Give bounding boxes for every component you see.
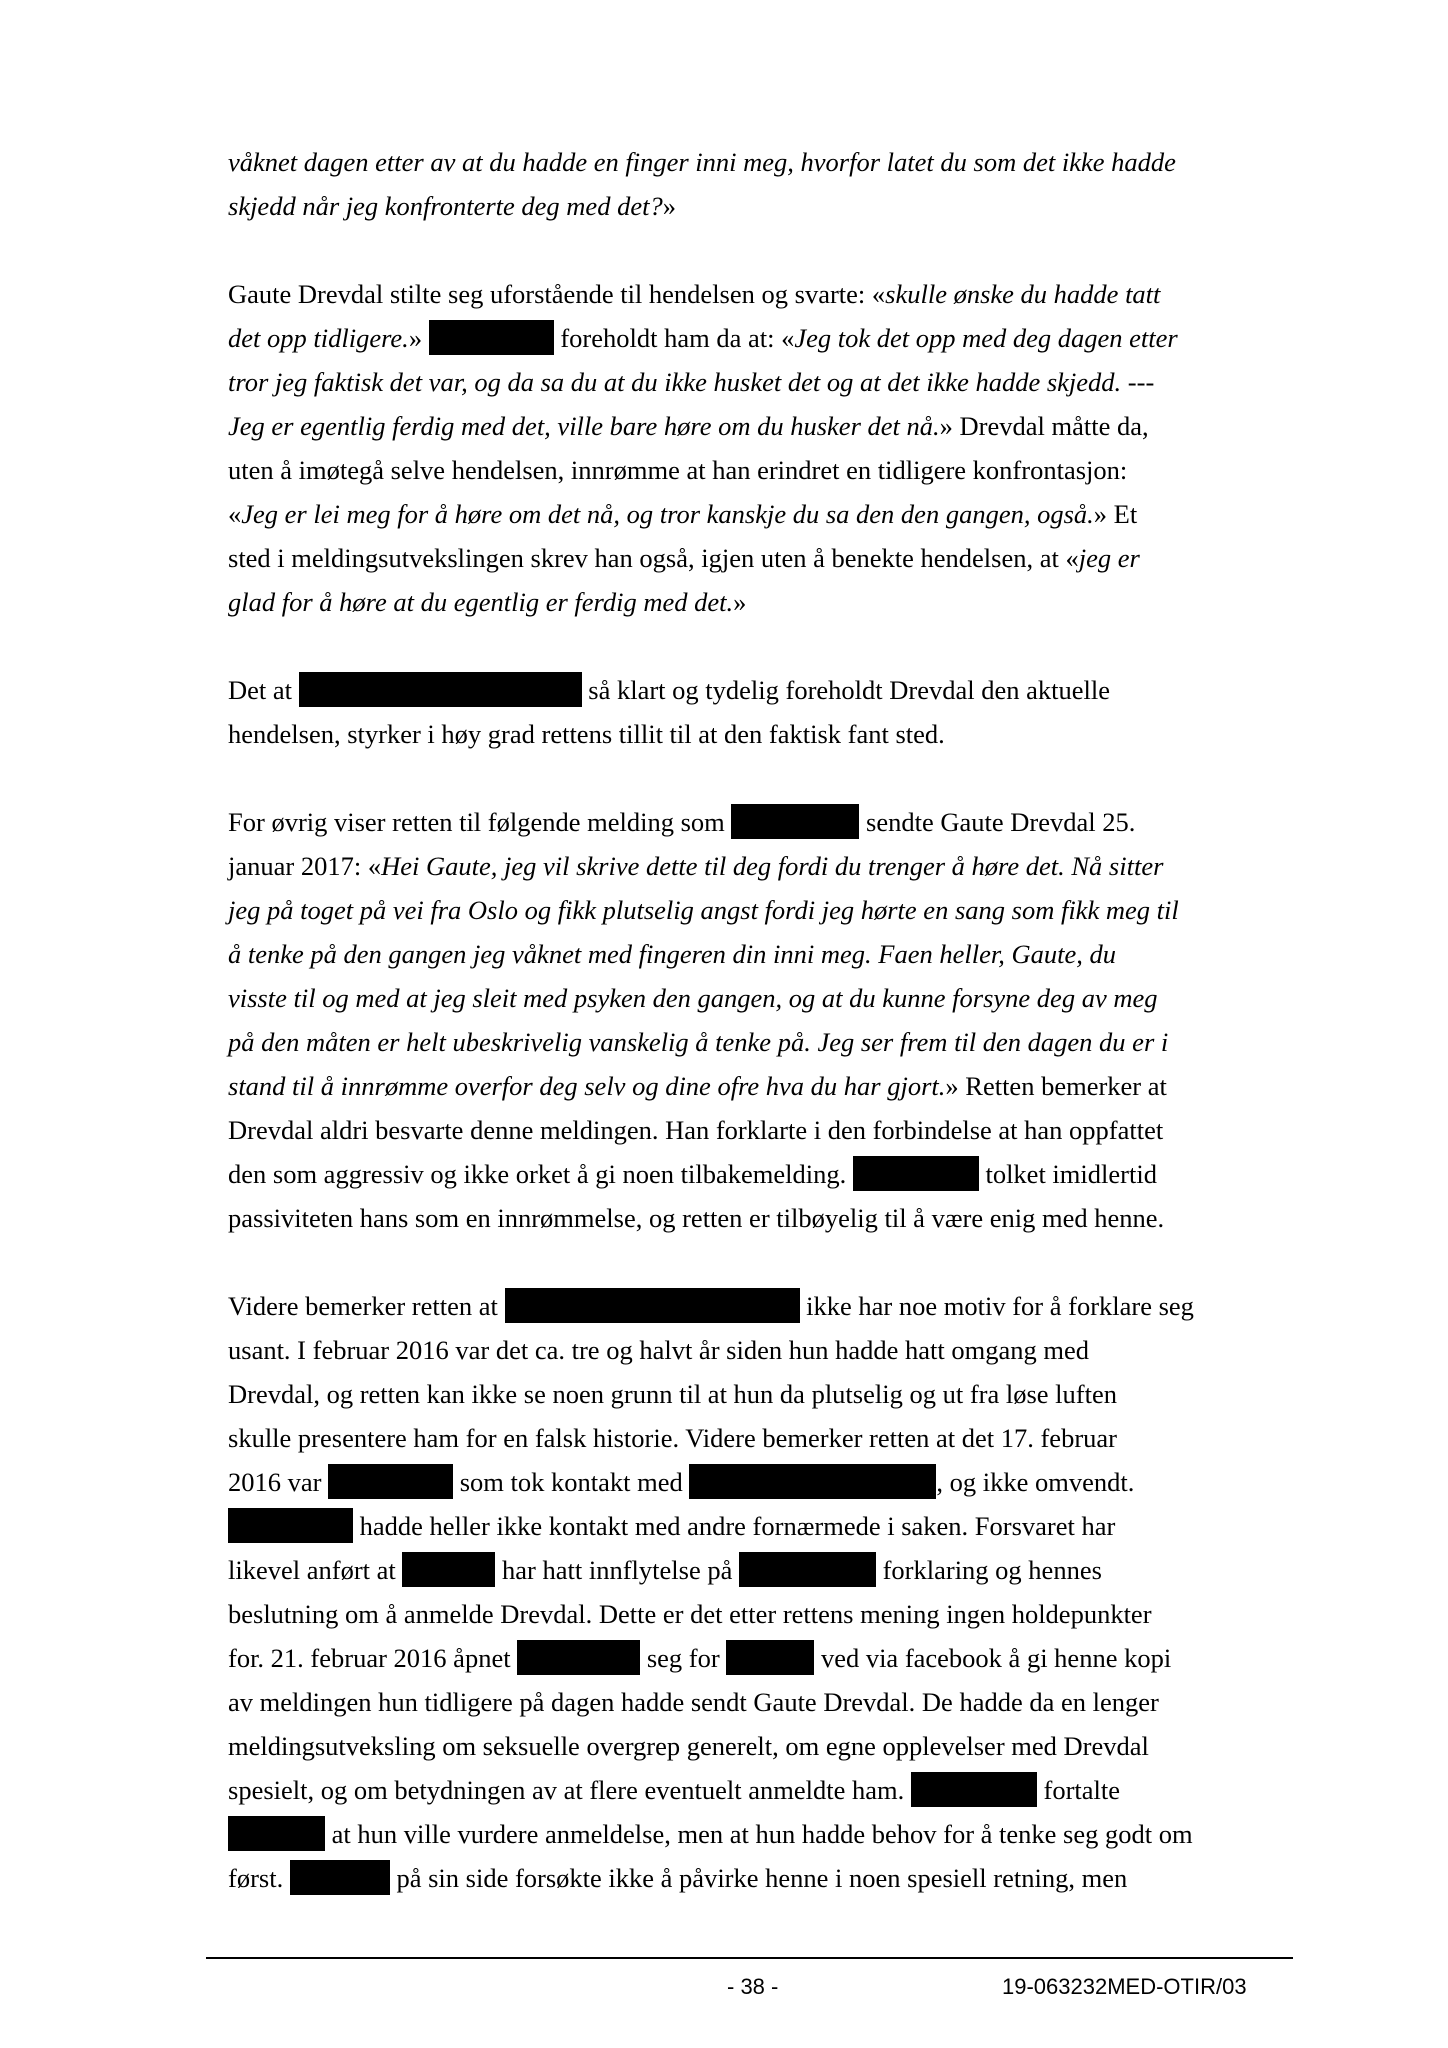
redaction-block xyxy=(328,1464,453,1499)
quoted-message-text: jeg er xyxy=(1078,543,1140,573)
text-line xyxy=(228,1152,1157,1196)
redaction-block xyxy=(299,672,582,707)
quoted-message-text: på den måten er helt ubeskrivelig vanskelig å tenke på. Jeg ser frem til den dagen du er i xyxy=(228,1027,1169,1057)
body-text: så klart og tydelig foreholdt Drevdal den aktuelle xyxy=(581,675,1110,705)
body-text: forklaring og hennes xyxy=(875,1555,1102,1585)
quoted-message-text: glad for å høre at du egentlig er ferdig med det. xyxy=(228,587,734,617)
body-text: For øvrig viser retten til følgende melding som xyxy=(228,807,732,837)
text-line xyxy=(228,1724,1149,1768)
body-text: sted i meldingsutvekslingen skrev han også, igjen uten å benekte hendelsen, at « xyxy=(228,543,1079,573)
body-text: januar 2017: « xyxy=(228,851,382,881)
quoted-message-text: Hei Gaute, jeg vil skrive dette til deg fordi du trenger å høre det. Nå sitter xyxy=(381,851,1164,881)
quoted-message-text: tror jeg faktisk det var, og da sa du at du ikke husket det og at det ikke hadde skjedd. --- xyxy=(228,367,1155,397)
redaction-block xyxy=(726,1640,814,1675)
redaction-block xyxy=(228,1508,353,1543)
body-text: seg for xyxy=(640,1643,727,1673)
body-text: » xyxy=(662,191,676,221)
body-text: usant. I februar 2016 var det ca. tre og halvt år siden hun hadde hatt omgang med xyxy=(228,1335,1089,1365)
text-line xyxy=(228,360,1154,404)
body-text: meldingsutveksling om seksuelle overgrep generelt, om egne opplevelser med Drevdal xyxy=(228,1731,1149,1761)
text-line xyxy=(228,888,1179,932)
body-text: på sin side forsøkte ikke å påvirke henne i noen spesiell retning, men xyxy=(389,1863,1128,1893)
body-text: fortalte xyxy=(1036,1775,1121,1805)
text-line xyxy=(228,1636,1171,1680)
redaction-block xyxy=(402,1552,495,1587)
text-line xyxy=(228,1372,1117,1416)
text-line xyxy=(228,1196,1164,1240)
text-line xyxy=(228,1504,1115,1548)
text-line xyxy=(228,580,746,624)
redaction-block xyxy=(517,1640,640,1675)
body-text: 2016 var xyxy=(228,1467,329,1497)
redaction-block xyxy=(689,1464,936,1499)
body-text: likevel anført at xyxy=(228,1555,403,1585)
redaction-block xyxy=(911,1772,1037,1807)
text-line xyxy=(228,1328,1089,1372)
quoted-message-text: jeg på toget på vei fra Oslo og fikk plutselig angst fordi jeg hørte en sang som fikk meg til xyxy=(228,895,1179,925)
text-line xyxy=(228,800,1135,844)
text-line xyxy=(228,184,676,228)
quoted-message-text: skulle ønske du hadde tatt xyxy=(885,279,1161,309)
text-line xyxy=(228,1548,1102,1592)
quoted-message-text: Jeg tok det opp med deg dagen etter xyxy=(794,323,1178,353)
text-line xyxy=(228,932,1116,976)
text-line xyxy=(228,712,945,756)
quoted-message-text: Jeg er egentlig ferdig med det, ville bare høre om du husker det nå. xyxy=(228,411,940,441)
quoted-message-text: skjedd når jeg konfronterte deg med det? xyxy=(228,191,663,221)
body-text: Videre bemerker retten at xyxy=(228,1291,505,1321)
text-line xyxy=(228,1680,1159,1724)
quoted-message-text: våknet dagen etter av at du hadde en finger inni meg, hvorfor latet du som det ikke hadde xyxy=(228,147,1176,177)
body-text: Drevdal aldri besvarte denne meldingen. Han forklarte i den forbindelse at han oppfattet xyxy=(228,1115,1164,1145)
quoted-message-text: stand til å innrømme overfor deg selv og dine ofre hva du har gjort. xyxy=(228,1071,946,1101)
text-line xyxy=(228,1856,1127,1900)
body-text: sendte Gaute Drevdal 25. xyxy=(859,807,1136,837)
text-line xyxy=(228,1284,1194,1328)
text-line xyxy=(228,404,1149,448)
redaction-block xyxy=(853,1156,979,1191)
body-text: først. xyxy=(228,1863,290,1893)
body-text: hendelsen, styrker i høy grad rettens tillit til at den faktisk fant sted. xyxy=(228,719,945,749)
body-text: har hatt innflytelse på xyxy=(495,1555,739,1585)
body-text: » Drevdal måtte da, xyxy=(939,411,1149,441)
quoted-message-text: Jeg er lei meg for å høre om det nå, og tror kanskje du sa den den gangen, også. xyxy=(241,499,1094,529)
text-line xyxy=(228,1460,1134,1504)
text-line xyxy=(228,1064,1167,1108)
body-text: at hun ville vurdere anmeldelse, men at hun hadde behov for å tenke seg godt om xyxy=(325,1819,1193,1849)
text-line xyxy=(228,536,1140,580)
body-text: uten å imøtegå selve hendelsen, innrømme at han erindret en tidligere konfrontasjon: xyxy=(228,455,1128,485)
footer-divider xyxy=(206,1957,1293,1959)
text-line xyxy=(228,668,1110,712)
text-line xyxy=(228,1768,1120,1812)
body-text: » Retten bemerker at xyxy=(945,1071,1167,1101)
text-line xyxy=(228,1108,1163,1152)
body-text: Gaute Drevdal stilte seg uforstående til hendelsen og svarte: « xyxy=(228,279,886,309)
quoted-message-text: visste til og med at jeg sleit med psyken den gangen, og at du kunne forsyne deg av meg xyxy=(228,983,1158,1013)
text-line xyxy=(228,272,1160,316)
quoted-message-text: det opp tidligere. xyxy=(228,323,409,353)
text-line xyxy=(228,492,1137,536)
redaction-block xyxy=(731,804,859,839)
body-text: av meldingen hun tidligere på dagen hadde sendt Gaute Drevdal. De hadde da en lenger xyxy=(228,1687,1159,1717)
text-line xyxy=(228,1592,1152,1636)
quoted-message-text: å tenke på den gangen jeg våknet med fingeren din inni meg. Faen heller, Gaute, du xyxy=(228,939,1116,969)
body-text: beslutning om å anmelde Drevdal. Dette er det etter rettens mening ingen holdepunkter xyxy=(228,1599,1152,1629)
body-text: ved via facebook å gi henne kopi xyxy=(814,1643,1172,1673)
redaction-block xyxy=(228,1816,325,1851)
body-text: tolket imidlertid xyxy=(978,1159,1157,1189)
text-line xyxy=(228,844,1163,888)
body-text: » Et xyxy=(1093,499,1138,529)
text-line xyxy=(228,448,1127,492)
redaction-block xyxy=(290,1860,390,1895)
text-line xyxy=(228,140,1176,184)
case-number: 19-063232MED-OTIR/03 xyxy=(1002,1974,1247,1999)
body-text: ikke har noe motiv for å forklare seg xyxy=(799,1291,1194,1321)
redaction-block xyxy=(739,1552,876,1587)
text-line xyxy=(228,1020,1168,1064)
text-line xyxy=(228,1812,1193,1856)
text-line xyxy=(228,316,1178,360)
body-text: » xyxy=(733,587,747,617)
redaction-block xyxy=(429,320,554,355)
body-text: spesielt, og om betydningen av at flere eventuelt anmeldte ham. xyxy=(228,1775,911,1805)
body-text: « xyxy=(228,499,242,529)
body-text: foreholdt ham da at: « xyxy=(553,323,795,353)
body-text: for. 21. februar 2016 åpnet xyxy=(228,1643,518,1673)
redaction-block xyxy=(505,1288,800,1323)
body-text: , og ikke omvendt. xyxy=(936,1467,1135,1497)
body-text: Drevdal, og retten kan ikke se noen grunn til at hun da plutselig og ut fra løse luften xyxy=(228,1379,1117,1409)
text-line xyxy=(228,976,1157,1020)
body-text: Det at xyxy=(228,675,299,705)
body-text: hadde heller ikke kontakt med andre fornærmede i saken. Forsvaret har xyxy=(353,1511,1116,1541)
body-text: skulle presentere ham for en falsk historie. Videre bemerker retten at det 17. februar xyxy=(228,1423,1117,1453)
body-text: den som aggressiv og ikke orket å gi noen tilbakemelding. xyxy=(228,1159,853,1189)
body-text: » xyxy=(408,323,429,353)
page-number: - 38 - xyxy=(727,1974,779,1999)
body-text: passiviteten hans som en innrømmelse, og retten er tilbøyelig til å være enig med henne. xyxy=(228,1203,1165,1233)
text-line xyxy=(228,1416,1117,1460)
body-text: som tok kontakt med xyxy=(453,1467,690,1497)
